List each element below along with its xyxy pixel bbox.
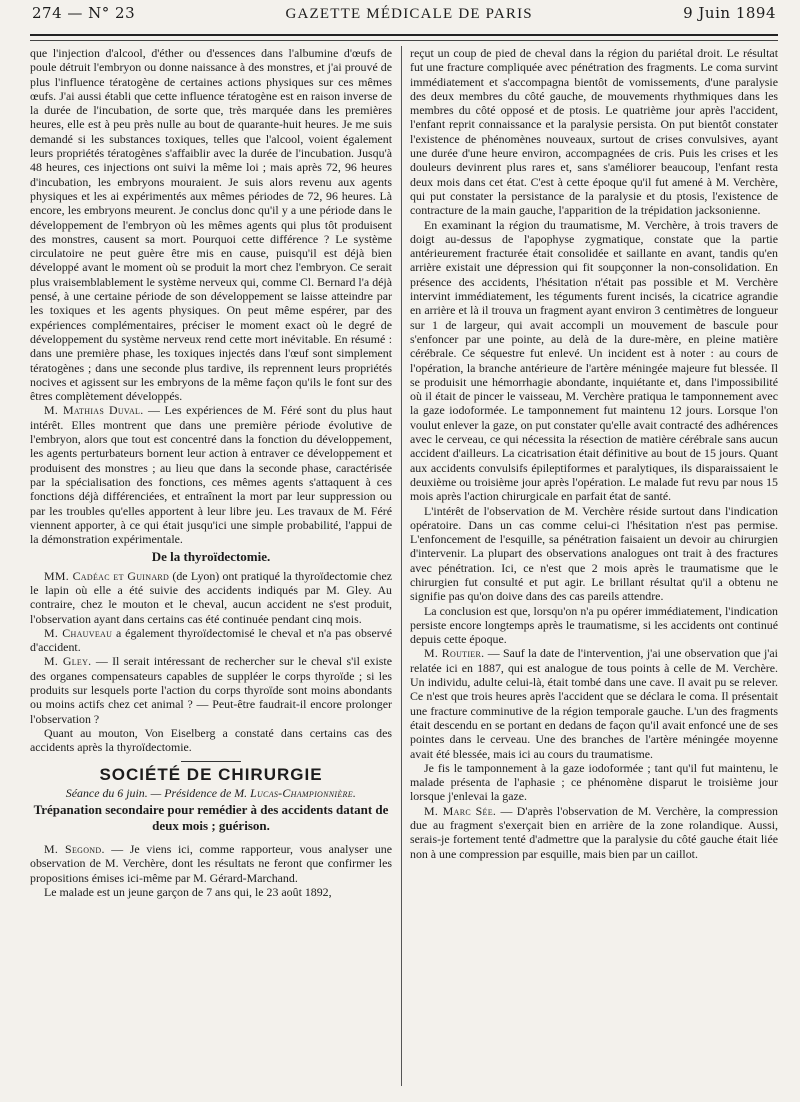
paragraph [30,626,392,655]
paragraph: Quant au mouton, Von Eiselberg a constaté dans certains cas des accidents après la thyroïdectomie. [30,725,392,755]
speaker-name: M. Marc Sée. [424,803,497,818]
header-rule [30,34,778,36]
issue-date: 9 Juin 1894 [683,4,776,22]
section-rule [181,761,241,762]
paragraph [410,804,778,861]
paragraph-text: — Je viens ici, comme rapporteur, vous analyser une observation de M. Verchère, dont les résultats ne feront que confirmer les propositions émises ici-même par M. Gérard-Marchand. [30,842,392,885]
page-number: 274 — N° 23 [32,4,136,22]
paragraph: Je fis le tamponnement à la gaze iodoformée ; tant qu'il fut maintenu, le malade présenta de l'aphasie ; ce phénomène disparut le troisième jour lorsque j'enlevai la gaze. [410,760,778,804]
paragraph [30,403,392,546]
paragraph-text: — Sauf la date de l'intervention, j'ai une observation que j'ai relatée ici en 1887, qui est analogue de tous points à celle de M. Verchère. Un individu, adulte celui-là, était tombé dans une cave. Il avait pu se relever. Ce n'est que trois heures après l'accident que se déclara le coma. Il présentait une fracture comminutive de la région temporale gauche. L'un des fragments était descendu en se portant en dedans de façon qu'il avait enfoncé une de ses pointes dans le cerveau. Une des branches de l'artère méningée moyenne avait été blessée, mais ici au cours du traumatisme. [410,646,778,761]
paragraph: En examinant la région du traumatisme, M. Verchère, à trois travers de doigt au-dessus de l'apophyse zygmatique, constate que la partie antérieurement fracturée était consolidée et saillante en avant, tandis qu'en arrière existait une dépression qui fit soupçonner la non-consolidation. En présence des accidents, l'hésitation n'était pas possible et M. Verchère intervint immédiatement, les téguments furent incisés, la cicatrice agrandie en arrière et là il trouva un fragment ayant environ 3 centimètres de longueur sur 1 de largeur, qui avait accompli un mouvement de bascule pour s'enfoncer par une pointe, au delà de la dure-mère, en pleine matière cérébrale. Ce séquestre fut enlevé. Un incident est à noter : au cours de l'opération, la branche antérieure de l'artère méningée majeure fut blessée. Il se produisit une hémorrhagie abondante, inquiétante et, dans l'impossibilité où il était de pincer le vaisseau, M. Verchère pratiqua le tamponnement avec la gaze iodoformée. Le tamponnement fut maintenu 12 jours. Lorsque l'on voulut enlever la gaze, on put constater qu'elle avait contracté des adhérences avec le cerveau, ce qui nécessita la résection de matière cérébrale sans aucun accident d'ailleurs. La cicatrisation était définitive au bout de 15 jours. Quant aux accidents convulsifs épileptiformes et paralytiques, ils disparaissaient le deuxième ou troisième jour après l'opération. Le malade fut revu par nous 15 mois après l'action chirurgicale en parfait état de santé. [410,217,778,504]
session-line [30,786,392,800]
speaker-name: M. Mathias Duval. [44,403,144,418]
paragraph: reçut un coup de pied de cheval dans la région du pariétal droit. Le résultat fut une fracture compliquée avec pénétration des fragments. Le coma survint immédiatement et s'accompagna bientôt de vomissements, d'une paralysie des deux membres du côté gauche, de mouvements rhythmiques dans les membres du côté opposé et de ptosis. Le quatrième jour après l'accident, l'enfant reprit connaissance et la paralysie persista. On put bientôt constater l'existence de phénomènes nouveaux, surtout de crises convulsives, ayant une durée d'une heure environ, accompagnées de cris. Puis les crises et les douleurs devinrent plus rares et, sans s'améliorer beaucoup, l'enfant resta deux mois dans cet état. C'est à cette époque qu'il fut amené à M. Verchère, qui put constater la persistance de la paralysie et du ptosis, l'existence de contracture de la main gauche, l'apparition de la trépidation jacksonienne. [410,46,778,218]
paragraph-text: — D'après l'observation de M. Verchère, la compression due au fragment s'exerçait bien en arrière de la zone rolandique. Aussi, serais-je fortement tenté d'admettre que la paralysie du côté gauche était liée non à une compression par esquille, mais bien par un caillot. [410,803,778,861]
session-prefix: Séance du 6 juin. — Présidence de M. [65,785,248,800]
speaker-name: M. Gley. [44,654,92,669]
section-heading: De la thyroïdectomie. [151,549,271,565]
paragraph-text: — Il serait intéressant de rechercher sur le cheval s'il existe des organes compensateurs capables de suppléer le corps thyroïde ; si les produits sur lesquels porte l'action du corps thyroïde sont moins abondants ou moins actifs chez cet animal ? — Peut-être faudrait-il encore prolonger l'observation ? [30,654,392,726]
paragraph [30,842,392,885]
header-rule-thin [30,40,778,41]
running-head [32,4,776,26]
journal-title: GAZETTE MÉDICALE DE PARIS [285,6,533,22]
right-column [410,46,778,1096]
speaker-name: MM. Cadéac et Guinard [44,568,170,583]
article-title: Trépanation secondaire pour remédier à des accidents datant de deux mois ; guérison. [33,802,389,834]
paragraph: Le malade est un jeune garçon de 7 ans qui, le 23 août 1892, [44,885,332,900]
president-name: Lucas-Championnière. [250,785,357,800]
speaker-name: M. Routier. [424,646,485,661]
paragraph [30,654,392,725]
paragraph [30,569,392,626]
speaker-name: M. Chauveau [44,625,113,640]
column-divider [401,46,402,1086]
paragraph: que l'injection d'alcool, d'éther ou d'essences dans l'albumine d'œufs de poule détruit l'embryon ou donne naissance à des monstres, et j'ai prouvé de plus l'influence tératogène de certaines actions physiques sur ces mêmes œufs. J'ai aussi établi que cette influence tératogène est en raison inverse de la durée de l'incubation, de sorte que, très marquée dans les premières heures, elle est à peu près nulle au bout de quarante-huit heures. Je me suis demandé si les substances toxiques, telles que l'alcool, voient également leurs propriétés tératogènes s'affaiblir avec la durée de l'incubation. Jusqu'à 48 heures, ces injections ont suivi la même loi ; mais après 72, 96 heures d'incubation, les embryons mouraient. Je suis alors revenu aux agents physiques et les ai expérimentés aux mêmes périodes de 72, 96 heures. Là encore, les embryons meurent. Je conclus donc qu'il y a une période dans le développement de l'embryon où les mêmes agents qui plus tôt produisent des monstres, causent sa mort. Pourquoi cette différence ? Le système circulatoire ne peut guère être mis en cause, puisqu'il est déjà bien développé avant le moment où se produit la mort chez l'embryon. Ce serait plus vraisemblablement le système nerveux qui, comme Cl. Bernard l'a déjà pensé, à une certaine période de son développement se laisse atteindre par les toxiques et les agents physiques. On peut même espérer, par des expériences complémentaires, préciser le moment exact où le degré de développement du système nerveux rend cette mort inévitable. En résumé : dans une première phase, les toxiques injectés dans l'œuf sont simplement tératogènes ; dans une seconde plus tardive, ils reprennent leurs propriétés nocives et agissent sur les embryons de la même façon qu'ils le font sur des êtres complètement développés. [30,46,392,404]
paragraph-text: — Les expériences de M. Féré sont du plus haut intérêt. Elles montrent que dans une première période évolutive de l'embryon, alors que tout est concentré dans la fonction du développement, les agents perturbateurs bornent leur action à entraver ce développement et produisent des monstres ; au lieu que dans la seconde phase, caractérisée par la spécialisation des fonctions, ces mêmes agents s'attaquent à ces fonctions déjà différenciées, et entraînent la mort par leur suppression ou par les troubles qu'elles apportent à leur libre jeu. Les travaux de M. Féré viennent apporter, à ce qui était jusqu'ici une simple probabilité, l'appui de la démonstration expérimentale. [30,403,392,547]
paragraph [410,646,778,760]
speaker-name: M. Segond. [44,842,105,857]
society-heading: SOCIÉTÉ DE CHIRURGIE [99,764,323,784]
paragraph-text: a également thyroïdectomisé le cheval et n'a pas observé d'accident. [30,625,392,655]
paragraph: La conclusion est que, lorsqu'on n'a pu opérer immédiatement, l'indication persiste encore longtemps après le traumatisme, si les accidents ont continué depuis cette époque. [410,603,778,647]
left-column [30,46,392,1096]
paragraph-text: (de Lyon) ont pratiqué la thyroïdectomie chez le lapin où elle a été suivie des accidents indiqués par M. Gley. Au contraire, chez le mouton et le cheval, aucun accident ne s'est produit, l'observation ayant dans certains cas été continuée pendant cinq mois. [30,568,392,626]
paragraph: L'intérêt de l'observation de M. Verchère réside surtout dans l'indication opératoire. Dans un cas comme celui-ci l'hésitation n'est pas permise. L'enfoncement de l'esquille, sa pénétration faisaient un devoir au chirurgien d'intervenir. La plupart des observations analogues ont trait à des fractures avec pénétration. Ici, ce n'est que 2 mois après le traumatisme que le chirurgien fut consulté et put agir. Le brillant résultat qu'il a obtenu ne signifie pas qu'on doive dans des cas pareils attendre. [410,503,778,604]
